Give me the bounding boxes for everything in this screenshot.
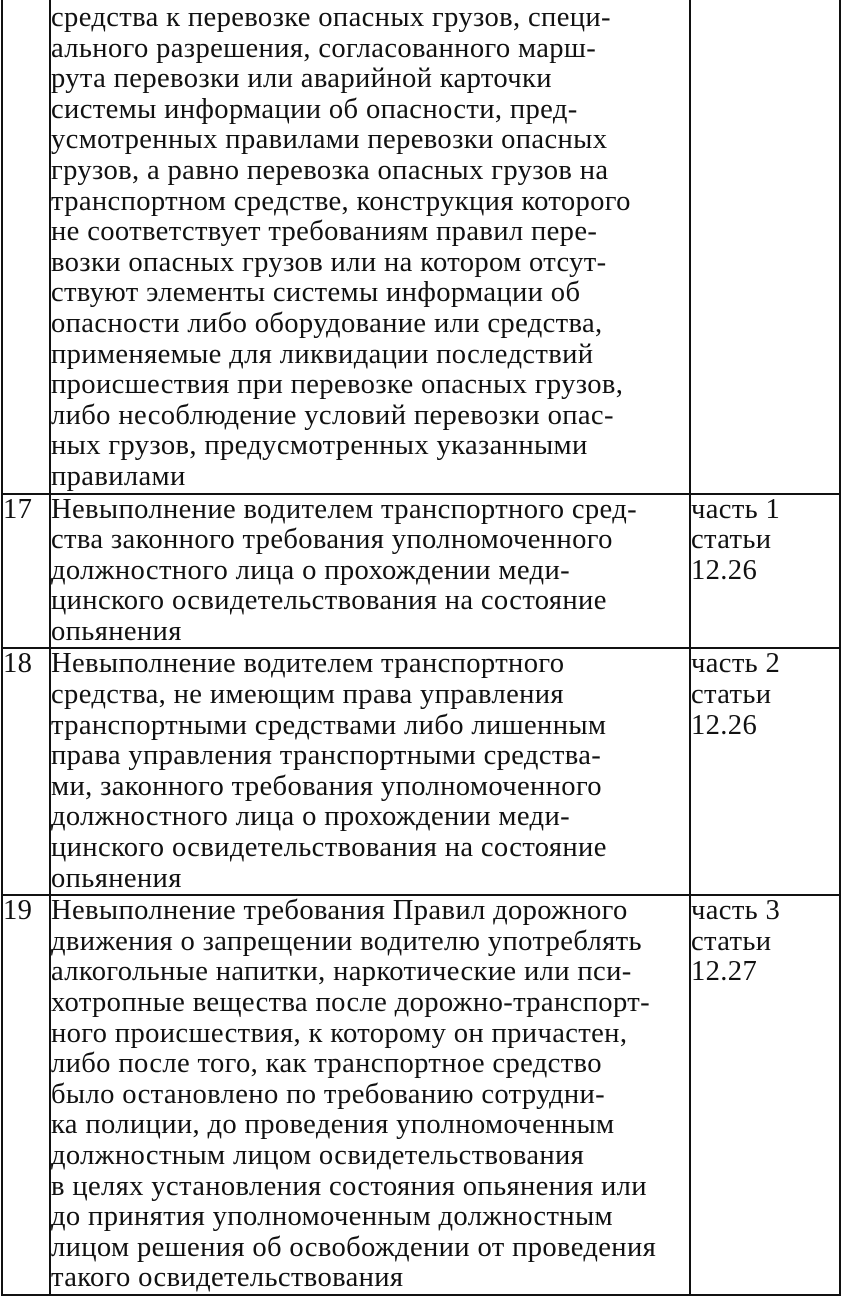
description-line: цинского освидетельствования на состояние (51, 585, 607, 617)
article-cell (690, 895, 840, 1295)
description-line: лицом решения об освобождении от проведения (51, 1231, 657, 1263)
article-cell (690, 0, 840, 494)
article-line: часть 1 (691, 493, 781, 525)
description-line: системы информации об опасности, пред- (51, 93, 578, 125)
table-row-18 (2, 648, 840, 895)
article-line: 12.26 (691, 709, 758, 741)
description-line: возки опасных грузов или на котором отсут- (51, 246, 607, 278)
description-line: не соответствует требованиям правил пере- (51, 216, 598, 248)
description-line: ных грузов, предусмотренных указанными (51, 430, 588, 462)
article-line: часть 3 (691, 895, 781, 927)
description-line: либо после того, как транспортное средство (51, 1048, 602, 1080)
description-line: происшествия при перевозке опасных грузов, (51, 369, 624, 401)
violations-table (1, 0, 841, 1296)
description-cell (50, 648, 690, 895)
description-line: транспортными средствами либо лишенным (51, 709, 607, 741)
description-line: либо несоблюдение условий перевозки опас- (51, 399, 614, 431)
article-line: статьи (691, 679, 772, 711)
description-line: хотропные вещества после дорожно-транспорт- (51, 987, 650, 1018)
description-line: ства законного требования уполномоченного (51, 524, 613, 556)
description-line: права управления транспортными средства- (51, 740, 602, 772)
table-row-19 (2, 895, 840, 1295)
description-line: применяемые для ликвидации последствий (51, 338, 594, 370)
description-line: такого освидетельствования (51, 1262, 404, 1294)
description-cell (50, 0, 690, 494)
description-line: правилами (51, 460, 186, 492)
description-line: средства к перевозке опасных грузов, специ- (51, 2, 611, 33)
row-number: 17 (2, 494, 50, 649)
article-line: статьи (691, 925, 772, 957)
article-line: статьи (691, 524, 772, 556)
description-line: ка полиции, до проведения уполномоченным (51, 1109, 615, 1141)
description-line: в целях установления состояния опьянения или (51, 1170, 647, 1202)
description-line: алкогольные напитки, наркотические или пси- (51, 956, 632, 988)
article-line: 12.26 (691, 554, 758, 586)
description-line: до принятия уполномоченным должностным (51, 1201, 613, 1233)
description-line: Невыполнение водителем транспортного сред- (51, 493, 637, 525)
article-line: 12.27 (691, 956, 758, 988)
description-line: ми, законного требования уполномоченного (51, 770, 602, 802)
description-cell (50, 895, 690, 1295)
row-number: 19 (2, 895, 50, 1295)
description-line: должностным лицом освидетельствования (51, 1139, 585, 1171)
description-line: ного происшествия, к которому он причастен, (51, 1017, 628, 1049)
article-cell (690, 494, 840, 649)
description-line: ального разрешения, согласованного марш- (51, 32, 597, 64)
description-line: должностного лица о прохождении меди- (51, 554, 570, 586)
article-cell (690, 648, 840, 895)
description-line: Невыполнение водителем транспортного (51, 648, 565, 680)
table-row-continuation (2, 0, 840, 494)
description-line: должностного лица о прохождении меди- (51, 801, 570, 833)
description-line: средства, не имеющим права управления (51, 679, 564, 711)
description-line: транспортном средстве, конструкция которого (51, 185, 631, 217)
row-number-cell (2, 0, 50, 494)
table-row-17 (2, 494, 840, 649)
description-line: цинского освидетельствования на состояние (51, 832, 607, 864)
description-line: опьянения (51, 862, 182, 894)
description-line: рута перевозки или аварийной карточки (51, 63, 552, 95)
row-number: 18 (2, 648, 50, 895)
description-line: движения о запрещении водителю употреблять (51, 925, 642, 957)
description-line: усмотренных правилами перевозки опасных (51, 124, 608, 156)
description-line: опьянения (51, 615, 182, 647)
article-line: часть 2 (691, 648, 781, 680)
description-line: опасности либо оборудование или средства, (51, 307, 603, 339)
description-line: Невыполнение требования Правил дорожного (51, 895, 628, 927)
description-cell (50, 494, 690, 649)
description-line: ствуют элементы системы информации об (51, 277, 581, 309)
description-line: грузов, а равно перевозка опасных грузов на (51, 154, 609, 186)
description-line: было остановлено по требованию сотрудни- (51, 1078, 606, 1110)
